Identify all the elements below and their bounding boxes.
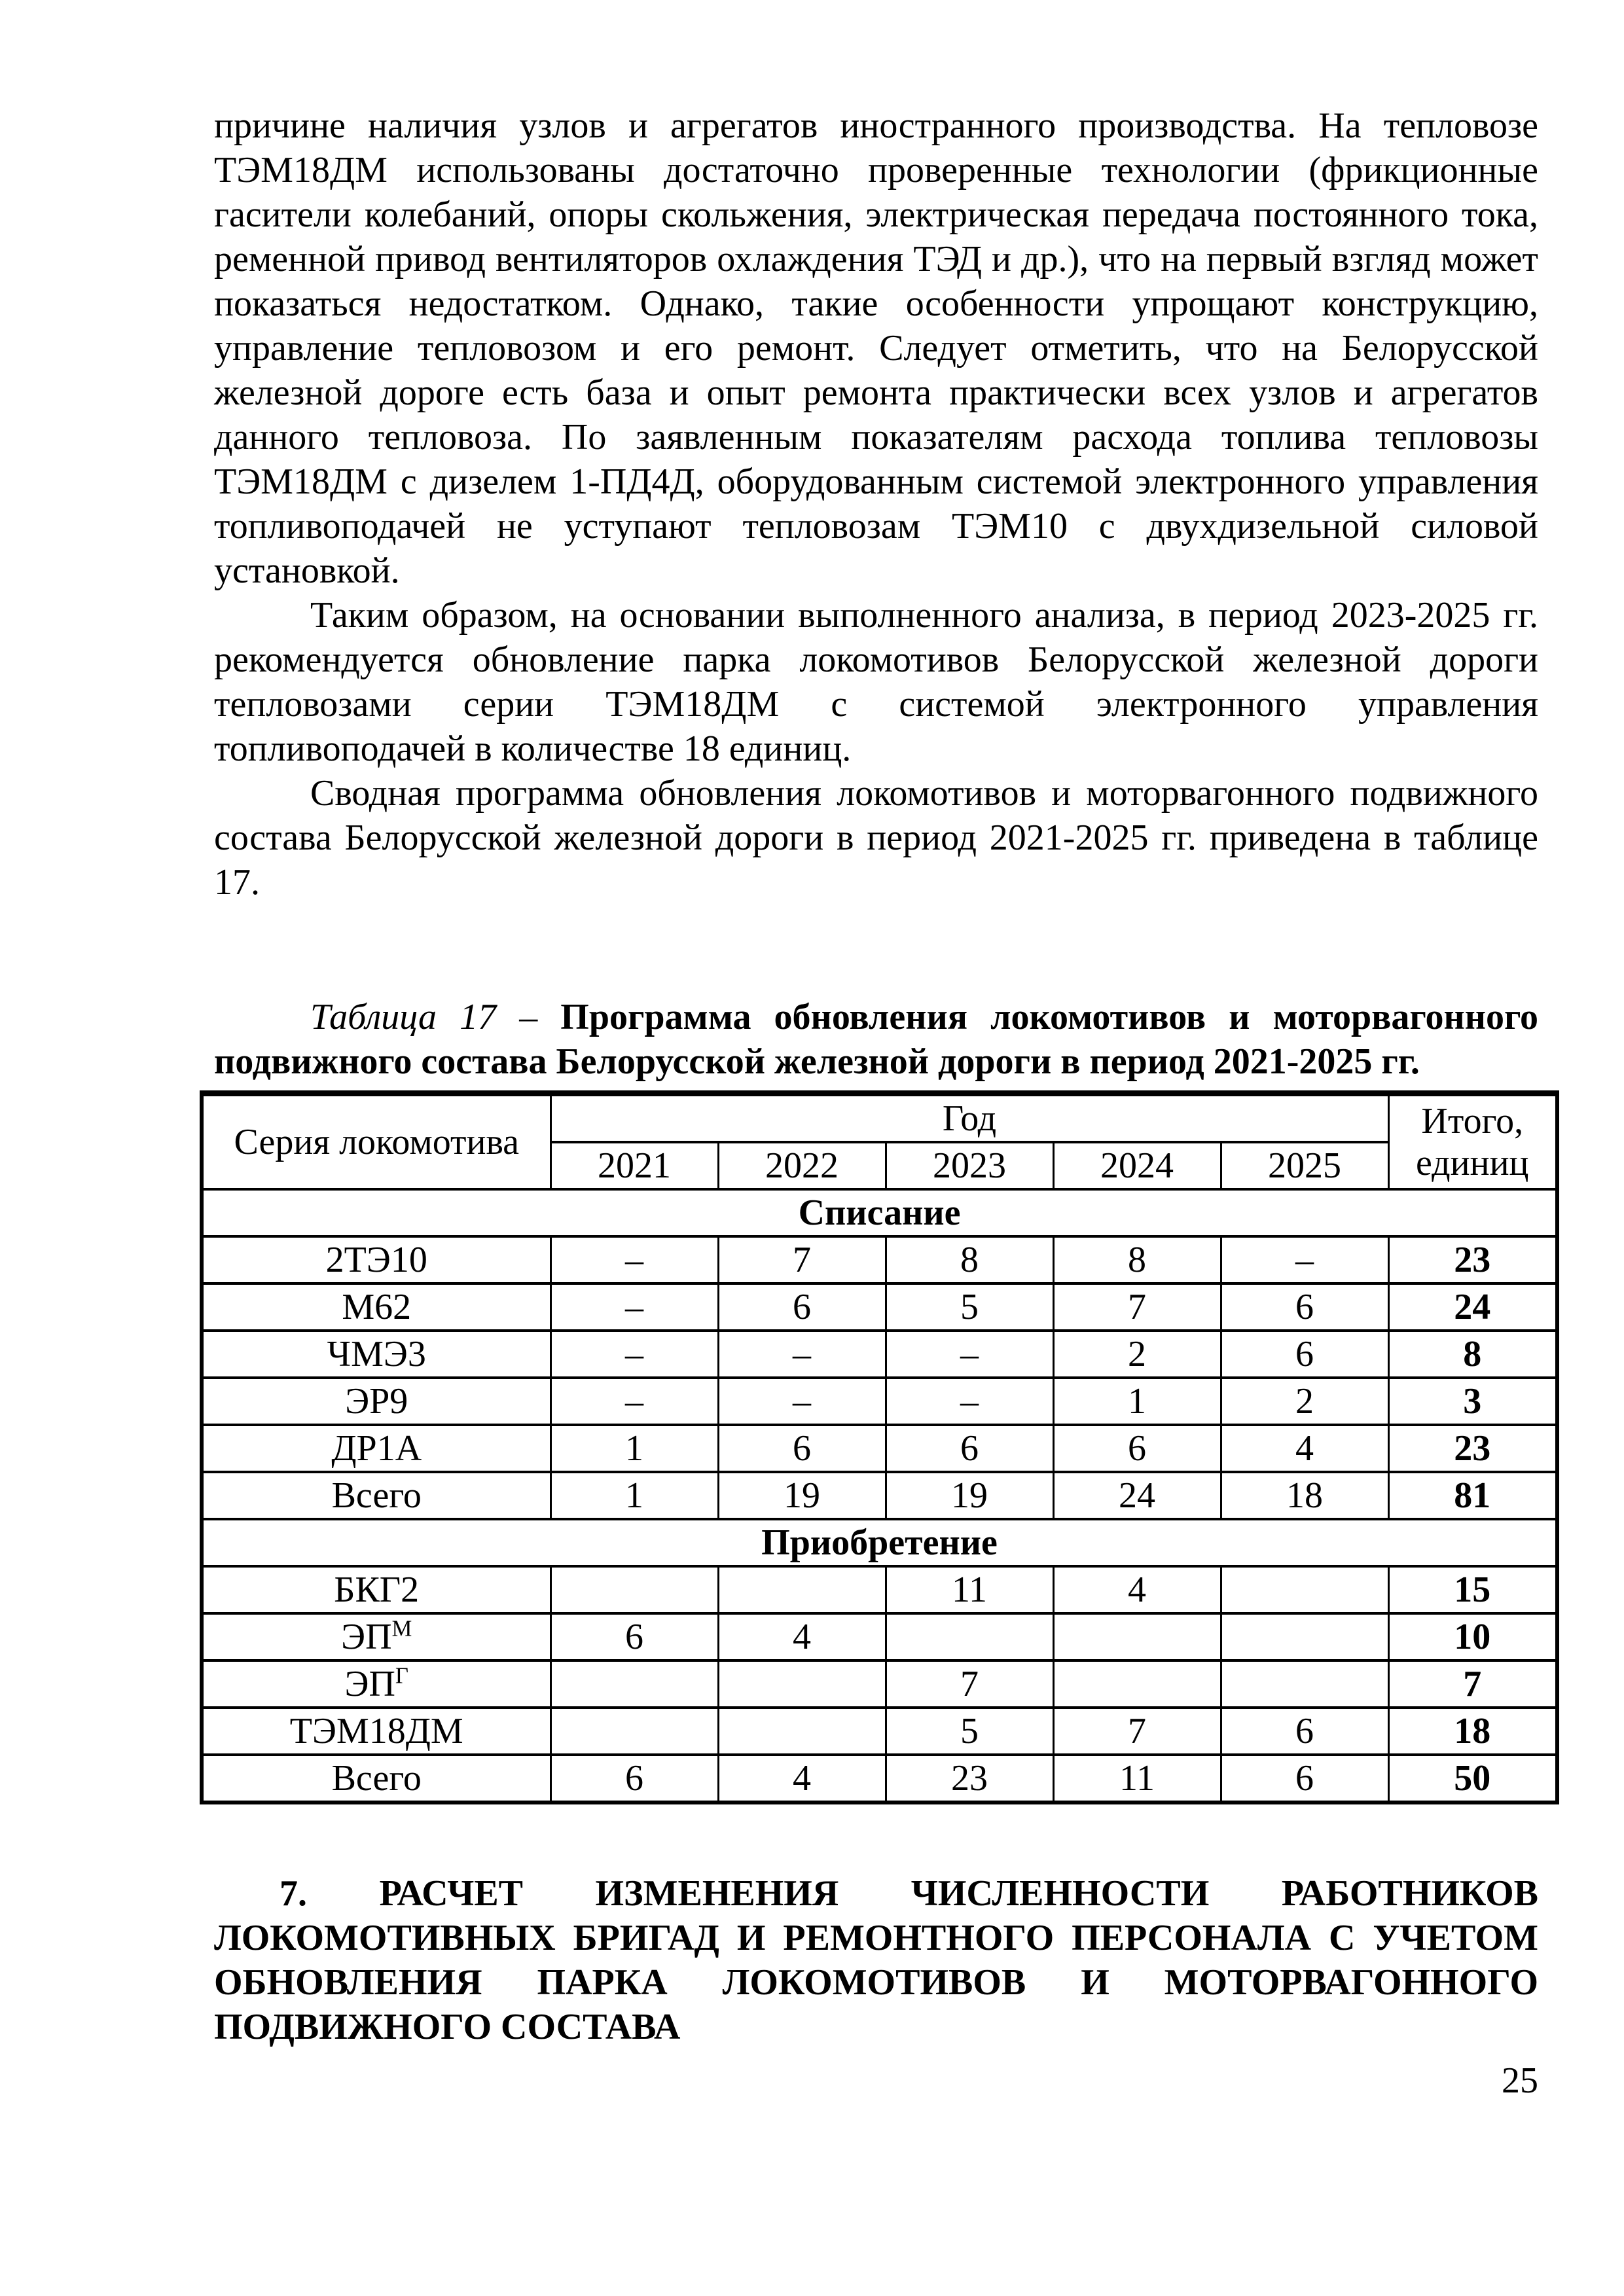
total-cell: 8 <box>1388 1331 1557 1378</box>
table-cell: 7 <box>718 1236 886 1283</box>
table-cell: 4 <box>1053 1566 1221 1613</box>
table-cell <box>550 1566 718 1613</box>
table-cell <box>1221 1613 1388 1660</box>
table-cell: 23 <box>886 1755 1053 1803</box>
row-label: М62 <box>202 1283 550 1331</box>
table-cell: 6 <box>550 1755 718 1803</box>
table-row <box>202 1660 1557 1708</box>
row-label-superscript: Г <box>395 1662 408 1689</box>
table-cell: – <box>550 1283 718 1331</box>
table-row <box>202 1236 1557 1283</box>
table-cell <box>1053 1660 1221 1708</box>
section-heading: 7. РАСЧЕТ ИЗМЕНЕНИЯ ЧИСЛЕННОСТИ РАБОТНИКОВ ЛОКОМОТИВНЫХ БРИГАД И РЕМОНТНОГО ПЕРСОНАЛА С УЧЕТОМ ОБНОВЛЕНИЯ ПАРКА ЛОКОМОТИВОВ И МОТОРВАГОННОГО ПОДВИЖНОГО СОСТАВА <box>214 1873 1538 2047</box>
table-cell: 5 <box>886 1283 1053 1331</box>
table-cell <box>718 1708 886 1755</box>
table-cell: 6 <box>718 1425 886 1472</box>
table-cell: 7 <box>886 1660 1053 1708</box>
table-cell: – <box>886 1331 1053 1378</box>
total-cell: 81 <box>1388 1472 1557 1519</box>
table-cell: 8 <box>886 1236 1053 1283</box>
table-caption-dash: – <box>519 997 538 1037</box>
total-cell: 23 <box>1388 1236 1557 1283</box>
table-cell: 19 <box>718 1472 886 1519</box>
col-header-series: Серия локомотива <box>202 1094 550 1190</box>
table-cell: – <box>1221 1236 1388 1283</box>
table-cell: – <box>718 1378 886 1425</box>
table-cell: 8 <box>1053 1236 1221 1283</box>
section-title: Приобретение <box>202 1519 1557 1566</box>
row-label: БКГ2 <box>202 1566 550 1613</box>
table-cell: – <box>718 1331 886 1378</box>
table-cell: 24 <box>1053 1472 1221 1519</box>
table-cell <box>550 1660 718 1708</box>
table-cell: 6 <box>1221 1283 1388 1331</box>
row-label: ЭР9 <box>202 1378 550 1425</box>
row-label: Всего <box>202 1755 550 1803</box>
table-cell <box>550 1708 718 1755</box>
table-cell: 6 <box>1053 1425 1221 1472</box>
col-header-total: Итого, единиц <box>1388 1094 1557 1190</box>
program-table-wrapper <box>200 1090 1555 1804</box>
row-label: ДР1А <box>202 1425 550 1472</box>
table-cell: 2 <box>1053 1331 1221 1378</box>
page-number: 25 <box>1502 2060 1538 2101</box>
table-row <box>202 1708 1557 1755</box>
table-cell: 5 <box>886 1708 1053 1755</box>
total-cell: 24 <box>1388 1283 1557 1331</box>
table-row <box>202 1425 1557 1472</box>
table-cell: 1 <box>550 1472 718 1519</box>
total-cell: 3 <box>1388 1378 1557 1425</box>
total-cell: 7 <box>1388 1660 1557 1708</box>
table-row <box>202 1283 1557 1331</box>
table-cell: – <box>550 1378 718 1425</box>
section-row <box>202 1189 1557 1236</box>
table-cell: – <box>550 1236 718 1283</box>
table-caption <box>214 995 1538 1084</box>
body-paragraph: Сводная программа обновления локомотивов и моторвагонного подвижного состава Белорусской железной дороги в период 2021-2025 гг. приведена в таблице 17. <box>214 773 1538 903</box>
section-row <box>202 1519 1557 1566</box>
col-header-year: 2021 <box>550 1142 718 1189</box>
table-cell <box>1221 1660 1388 1708</box>
row-label: ЧМЭ3 <box>202 1331 550 1378</box>
body-paragraph: причине наличия узлов и агрегатов иностранного производства. На тепловозе ТЭМ18ДМ использованы достаточно проверенные технологии (фрикционные гасители колебаний, опоры скольжения, электрическая передача постоянного тока, ременной привод вентиляторов охлаждения ТЭД и др.), что на первый взгляд может показаться недостатком. Однако, такие особенности упрощают конструкцию, управление тепловозом и его ремонт. Следует отметить, что на Белорусской железной дороге есть база и опыт ремонта практически всех узлов и агрегатов данного тепловоза. По заявленным показателям расхода топлива тепловозы ТЭМ18ДМ с дизелем 1-ПД4Д, оборудованным системой электронного управления топливоподачей не уступают тепловозам ТЭМ10 с двухдизельной силовой установкой. <box>214 105 1538 591</box>
table-row <box>202 1331 1557 1378</box>
table-cell <box>886 1613 1053 1660</box>
total-cell: 50 <box>1388 1755 1557 1803</box>
table-cell: 18 <box>1221 1472 1388 1519</box>
table-caption-label: Таблица 17 <box>310 997 497 1037</box>
table-cell <box>718 1660 886 1708</box>
table-cell: 4 <box>1221 1425 1388 1472</box>
total-cell: 15 <box>1388 1566 1557 1613</box>
table-cell: 4 <box>718 1755 886 1803</box>
table-cell: 11 <box>886 1566 1053 1613</box>
table-cell <box>718 1566 886 1613</box>
col-header-year: 2025 <box>1221 1142 1388 1189</box>
table-cell: 6 <box>1221 1708 1388 1755</box>
row-label: Всего <box>202 1472 550 1519</box>
table-cell: 4 <box>718 1613 886 1660</box>
table-cell: 7 <box>1053 1708 1221 1755</box>
table-row <box>202 1378 1557 1425</box>
table-cell: 1 <box>550 1425 718 1472</box>
table-cell: 6 <box>550 1613 718 1660</box>
table-cell: 1 <box>1053 1378 1221 1425</box>
col-header-year: 2022 <box>718 1142 886 1189</box>
body-paragraph: Таким образом, на основании выполненного анализа, в период 2023-2025 гг. рекомендуется обновление парка локомотивов Белорусской железной дороги тепловозами серии ТЭМ18ДМ с системой электронного управления топливоподачей в количестве 18 единиц. <box>214 595 1538 769</box>
table-row <box>202 1566 1557 1613</box>
table-cell: 6 <box>718 1283 886 1331</box>
table-cell <box>1221 1566 1388 1613</box>
total-cell: 10 <box>1388 1613 1557 1660</box>
col-header-year: 2024 <box>1053 1142 1221 1189</box>
table-cell <box>1053 1613 1221 1660</box>
table-cell: 7 <box>1053 1283 1221 1331</box>
table-cell: 19 <box>886 1472 1053 1519</box>
row-label: ТЭМ18ДМ <box>202 1708 550 1755</box>
col-header-year: 2023 <box>886 1142 1053 1189</box>
table-cell: 6 <box>1221 1331 1388 1378</box>
total-cell: 18 <box>1388 1708 1557 1755</box>
section-title: Списание <box>202 1189 1557 1236</box>
table-caption-title: Программа обновления локомотивов и моторвагонного подвижного состава Белорусской железной дороги в период 2021-2025 гг. <box>214 997 1539 1082</box>
row-label: $ЭП^М$ <box>202 1613 550 1660</box>
table-row <box>202 1472 1557 1519</box>
table-cell: – <box>550 1331 718 1378</box>
table-cell: – <box>886 1378 1053 1425</box>
row-label: 2ТЭ10 <box>202 1236 550 1283</box>
table-header-row <box>202 1094 1557 1143</box>
program-table <box>200 1090 1559 1804</box>
table-cell: 11 <box>1053 1755 1221 1803</box>
table-row <box>202 1755 1557 1803</box>
col-header-year-group: Год <box>550 1094 1388 1143</box>
table-cell: 6 <box>886 1425 1053 1472</box>
total-cell: 23 <box>1388 1425 1557 1472</box>
row-label-superscript: М <box>391 1615 412 1641</box>
table-cell: 6 <box>1221 1755 1388 1803</box>
table-row <box>202 1613 1557 1660</box>
table-cell: 2 <box>1221 1378 1388 1425</box>
row-label: $ЭП^Г$ <box>202 1660 550 1708</box>
